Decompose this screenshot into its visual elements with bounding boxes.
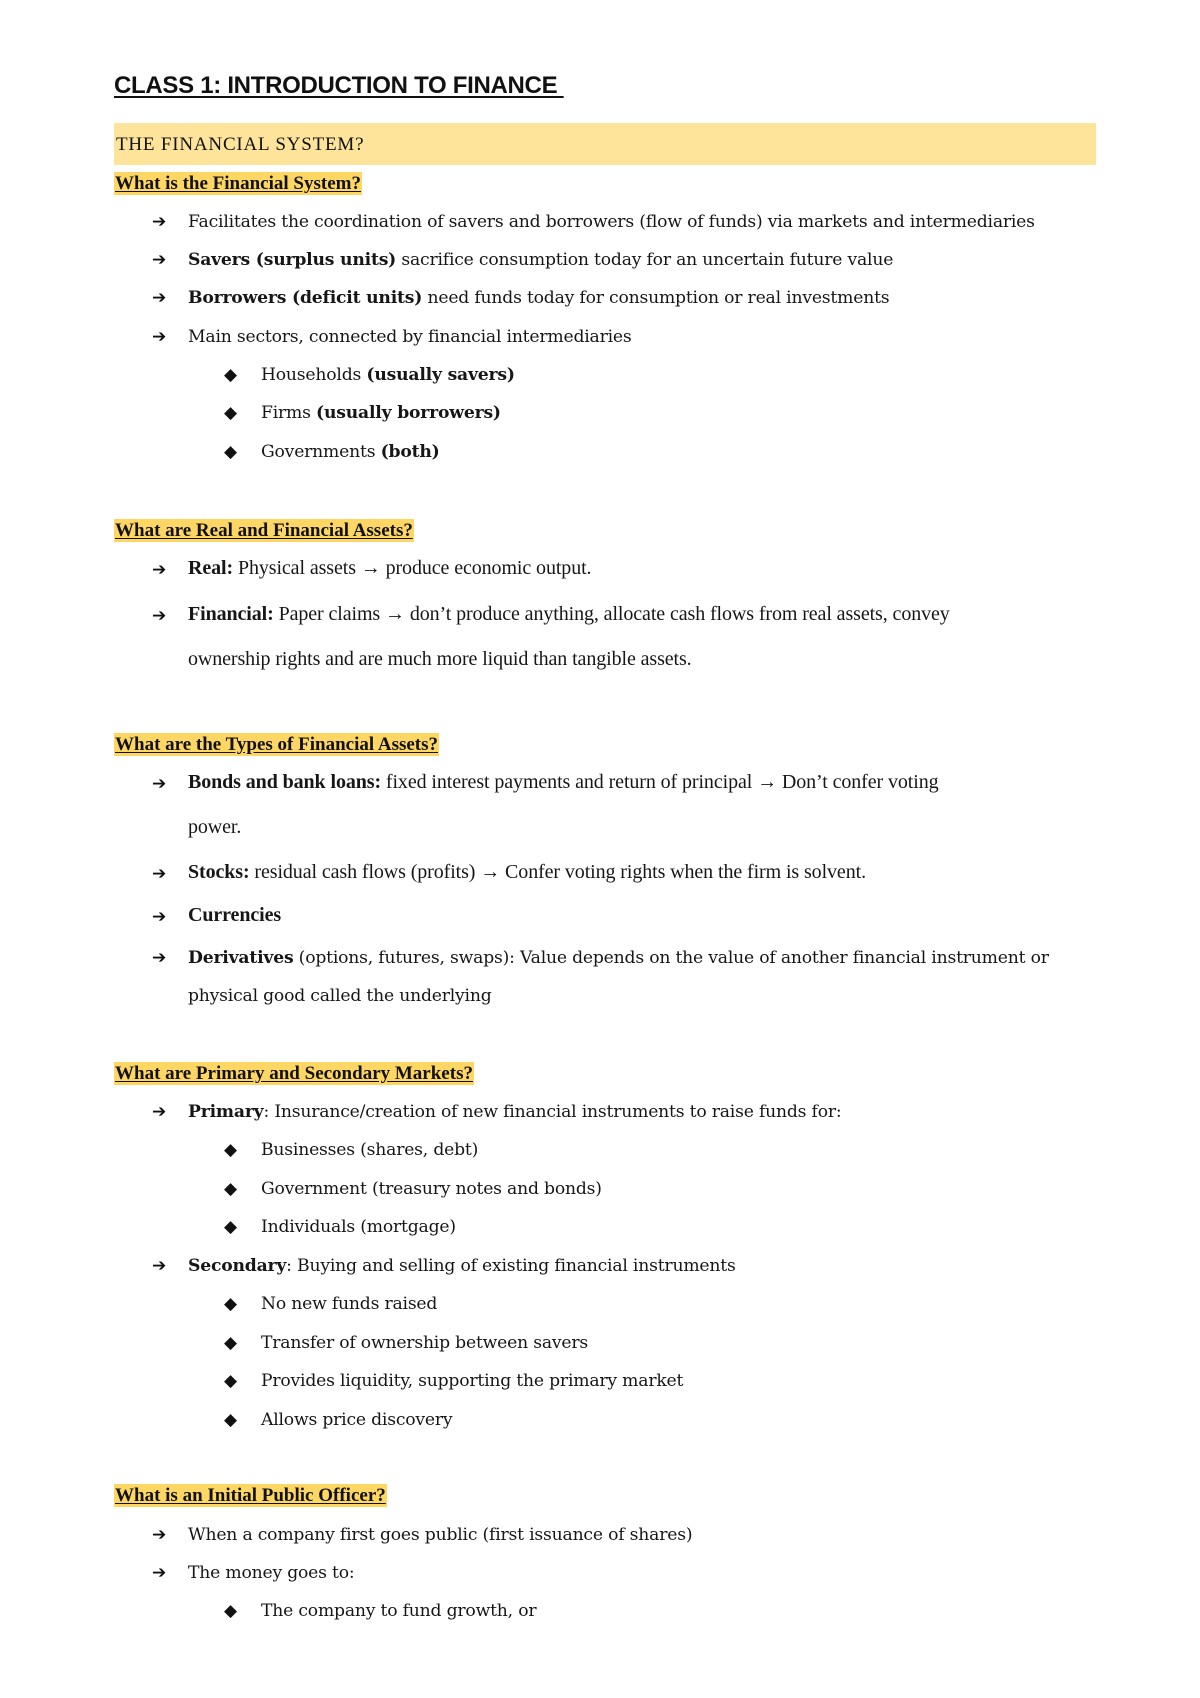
bullet-text: Primary: Insurance/creation of new financial instruments to raise funds for:	[188, 1102, 842, 1122]
sub-bullet-text: Individuals (mortgage)	[261, 1217, 456, 1237]
arrow-bullet-icon: ➔	[152, 327, 167, 347]
bullet-text: Stocks: residual cash flows (profits) → Confer voting rights when the firm is solvent.	[188, 861, 866, 883]
bold-term: Savers (surplus units)	[188, 250, 397, 270]
arrow-bullet-icon: ➔	[152, 1256, 167, 1276]
arrow-bullet-icon: ➔	[152, 250, 167, 270]
sub-bullet-text: No new funds raised	[261, 1294, 438, 1314]
sub-bullet-text: Provides liquidity, supporting the primary market	[261, 1371, 684, 1391]
arrow-bullet-icon: ➔	[152, 1102, 167, 1122]
bullet-text: Savers (surplus units) sacrifice consumption today for an uncertain future value	[188, 250, 894, 270]
document-title: CLASS 1: INTRODUCTION TO FINANCE	[114, 72, 564, 99]
arrow-bullet-icon: ➔	[152, 948, 167, 968]
sub-bullet-text: Households (usually savers)	[261, 365, 515, 385]
bullet-text: Derivatives (options, futures, swaps): Value depends on the value of another financial instrument or	[188, 948, 1049, 968]
bullet-text: Main sectors, connected by financial intermediaries	[188, 327, 632, 347]
arrow-bullet-icon: ➔	[152, 907, 167, 927]
question-heading-primary-secondary-markets: What are Primary and Secondary Markets?	[115, 1063, 473, 1084]
sub-bullet-text: Businesses (shares, debt)	[261, 1140, 479, 1160]
sub-bullet-text: Allows price discovery	[261, 1410, 453, 1430]
arrow-bullet-icon: ➔	[152, 606, 167, 626]
diamond-bullet-icon: ◆	[224, 1333, 238, 1353]
bullet-text-continuation: power.	[188, 816, 242, 838]
bullet-text: Borrowers (deficit units) need funds today for consumption or real investments	[188, 288, 890, 308]
bullet-text: The money goes to:	[188, 1563, 355, 1583]
sub-bullet-text: Firms (usually borrowers)	[261, 403, 501, 423]
diamond-bullet-icon: ◆	[224, 403, 238, 423]
question-heading-financial-system: What is the Financial System?	[115, 173, 361, 194]
section-header	[114, 123, 1096, 165]
question-heading-real-financial-assets: What are Real and Financial Assets?	[115, 520, 413, 541]
bullet-text: Financial: Paper claims → don’t produce anything, allocate cash flows from real assets, convey	[188, 603, 950, 625]
diamond-bullet-icon: ◆	[224, 1217, 238, 1237]
question-heading-initial-public-offering: What is an Initial Public Officer?	[115, 1485, 386, 1506]
diamond-bullet-icon: ◆	[224, 1140, 238, 1160]
question-heading-types-financial-assets: What are the Types of Financial Assets?	[115, 734, 439, 755]
diamond-bullet-icon: ◆	[224, 1371, 238, 1391]
diamond-bullet-icon: ◆	[224, 1179, 238, 1199]
bullet-text-continuation: ownership rights and are much more liquid than tangible assets.	[188, 648, 692, 670]
arrow-bullet-icon: ➔	[152, 1563, 167, 1583]
arrow-bullet-icon: ➔	[152, 864, 167, 884]
sub-bullet-text: Government (treasury notes and bonds)	[261, 1179, 602, 1199]
arrow-bullet-icon: ➔	[152, 1525, 167, 1545]
section-header-label: THE FINANCIAL SYSTEM?	[116, 134, 365, 155]
diamond-bullet-icon: ◆	[224, 1410, 238, 1430]
diamond-bullet-icon: ◆	[224, 1294, 238, 1314]
diamond-bullet-icon: ◆	[224, 1601, 238, 1621]
bullet-text: When a company first goes public (first issuance of shares)	[188, 1525, 693, 1545]
sub-bullet-text: Governments (both)	[261, 442, 440, 462]
diamond-bullet-icon: ◆	[224, 365, 238, 385]
bullet-text-continuation: physical good called the underlying	[188, 986, 492, 1006]
bold-term: Borrowers (deficit units)	[188, 288, 423, 308]
bullet-text: Secondary: Buying and selling of existing financial instruments	[188, 1256, 736, 1276]
diamond-bullet-icon: ◆	[224, 442, 238, 462]
bullet-text: Currencies	[188, 904, 282, 926]
arrow-bullet-icon: ➔	[152, 288, 167, 308]
sub-bullet-text: Transfer of ownership between savers	[261, 1333, 589, 1353]
sub-bullet-text: The company to fund growth, or	[261, 1601, 537, 1621]
bullet-text: Bonds and bank loans: fixed interest payments and return of principal → Don’t confer voting	[188, 771, 939, 793]
bullet-text: Real: Physical assets → produce economic output.	[188, 557, 592, 579]
arrow-bullet-icon: ➔	[152, 774, 167, 794]
bullet-text: Facilitates the coordination of savers and borrowers (flow of funds) via markets and intermediaries	[188, 212, 1035, 232]
arrow-bullet-icon: ➔	[152, 212, 167, 232]
arrow-bullet-icon: ➔	[152, 560, 167, 580]
